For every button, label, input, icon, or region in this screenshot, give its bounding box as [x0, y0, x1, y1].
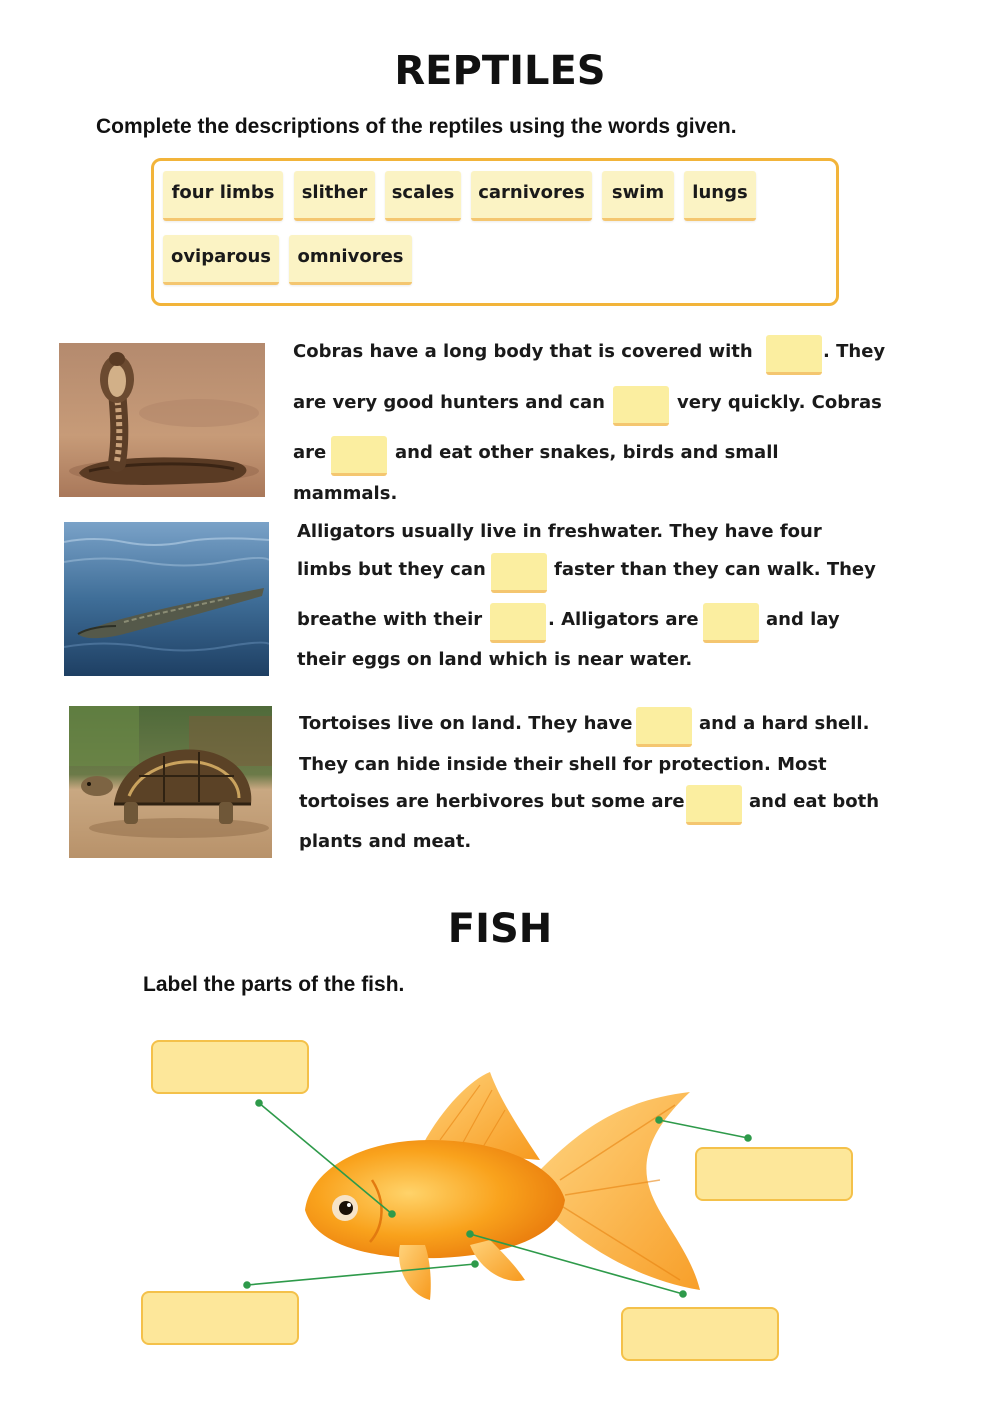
tortoise-text-line1b: and a hard shell.: [699, 713, 870, 734]
fish-title: FISH: [447, 906, 553, 952]
alligator-blank-oviparous[interactable]: [703, 603, 759, 643]
tortoise-text-line4: plants and meat.: [299, 831, 472, 852]
tortoise-blank-omnivores[interactable]: [686, 785, 742, 825]
fish-instruction: Label the parts of the fish.: [143, 973, 405, 996]
fish-label-box-tail[interactable]: [695, 1147, 853, 1201]
word-chip-lungs[interactable]: lungs: [684, 171, 756, 221]
reptiles-title: REPTILES: [394, 48, 606, 94]
cobra-text-line2b: very quickly. Cobras: [677, 392, 882, 413]
alligator-photo: [64, 522, 269, 676]
alligator-text-line2b: faster than they can walk. They: [554, 559, 876, 580]
word-chip-scales[interactable]: scales: [385, 171, 461, 221]
word-chip-carnivores[interactable]: carnivores: [471, 171, 592, 221]
alligator-text-line4: their eggs on land which is near water.: [297, 649, 693, 670]
tortoise-text-line1a: Tortoises live on land. They have: [299, 713, 633, 734]
alligator-text-line2a: limbs but they can: [297, 559, 486, 580]
cobra-text-line4: mammals.: [293, 483, 398, 504]
alligator-blank-lungs[interactable]: [490, 603, 546, 643]
word-chip-swim[interactable]: swim: [602, 171, 674, 221]
alligator-text-line1: Alligators usually live in freshwater. They have four: [297, 521, 822, 542]
word-chip-four-limbs[interactable]: four limbs: [163, 171, 283, 221]
cobra-blank-slither[interactable]: [613, 386, 669, 426]
fish-label-box-fins[interactable]: [141, 1291, 299, 1345]
fish-label-box-scales[interactable]: [621, 1307, 779, 1361]
cobra-blank-scales[interactable]: [766, 335, 822, 375]
cobra-photo: [59, 343, 265, 497]
tortoise-photo: [69, 706, 272, 858]
word-chip-slither[interactable]: slither: [294, 171, 375, 221]
fish-label-box-gills[interactable]: [151, 1040, 309, 1094]
tortoise-blank-four-limbs[interactable]: [636, 707, 692, 747]
tortoise-text-line2: They can hide inside their shell for protection. Most: [299, 754, 827, 775]
tortoise-text-line3b: and eat both: [749, 791, 880, 812]
word-chip-omnivores[interactable]: omnivores: [289, 235, 412, 285]
goldfish-illustration: [0, 1020, 1000, 1413]
tortoise-text-line3a: tortoises are herbivores but some are: [299, 791, 685, 812]
cobra-blank-carnivores[interactable]: [331, 436, 387, 476]
cobra-text-line3a: are: [293, 442, 327, 463]
cobra-text-line1a: Cobras have a long body that is covered with: [293, 341, 753, 362]
cobra-text-line2a: are very good hunters and can: [293, 392, 605, 413]
alligator-text-line3c: and lay: [766, 609, 840, 630]
alligator-text-line3a: breathe with their: [297, 609, 483, 630]
reptiles-instruction: Complete the descriptions of the reptiles using the words given.: [96, 115, 737, 138]
cobra-text-line3b: and eat other snakes, birds and small: [395, 442, 779, 463]
word-chip-oviparous[interactable]: oviparous: [163, 235, 279, 285]
alligator-text-line3b: . Alligators are: [548, 609, 699, 630]
alligator-blank-swim[interactable]: [491, 553, 547, 593]
cobra-text-line1b: . They: [823, 341, 886, 362]
